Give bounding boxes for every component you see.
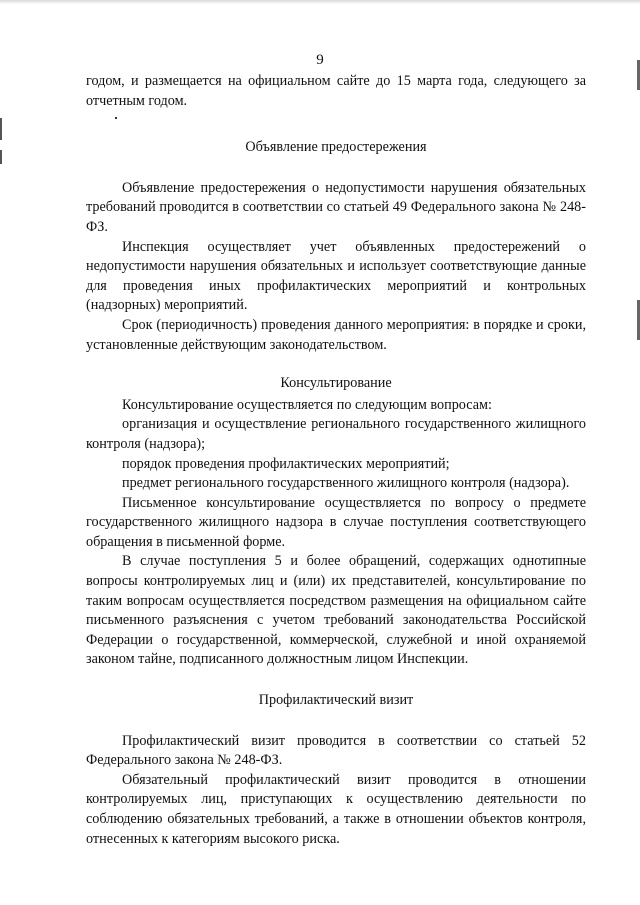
paragraph: Инспекция осуществляет учет объявленных предостережений о недопустимости нарушения обязательных и использует соответствующие данные для проведения иных профилактических мероприятий и контрольных (надзорных) мероприятий. [86, 238, 586, 314]
paragraph: Срок (периодичность) проведения данного мероприятия: в порядке и сроки, установленные действующим законодательством. [86, 316, 586, 353]
paragraph: Письменное консультирование осуществляется по вопросу о предмете государственного жилищного надзора в случае поступления соответствующего обращения в письменной форме. [86, 494, 586, 550]
scan-left-mark [0, 150, 2, 164]
paragraph: Консультирование осуществляется по следующим вопросам: [122, 396, 492, 413]
paragraph: Профилактический визит проводится в соответствии со статьей 52 Федерального закона № 248-ФЗ. [86, 732, 586, 769]
paragraph: предмет регионального государственного жилищного контроля (надзора). [122, 475, 570, 492]
section-heading-consulting: Консультирование [280, 375, 392, 392]
paragraph: порядок проведения профилактических мероприятий; [122, 455, 450, 472]
section-heading-warning: Объявление предостережения [245, 139, 427, 156]
section-heading-visit: Профилактический визит [258, 692, 414, 709]
continuation-paragraph: годом, и размещается на официальном сайте до 15 марта года, следующего за отчетным годом. [86, 73, 586, 109]
document-body [86, 72, 586, 849]
scan-top-edge [0, 0, 640, 4]
paragraph: организация и осуществление регионального государственного жилищного контроля (надзора); [86, 416, 586, 452]
page-number: 9 [316, 52, 324, 68]
paragraph: В случае поступления 5 и более обращений, содержащих однотипные вопросы контролируемых лиц и (или) их представителей, консультирование по таким вопросам осуществляется посредством размещения на официальном сайте письменного разъяснения с учетом требований законодательства Российской Федерации о государственной, коммерческой, служебной и иной охраняемой законом тайне, подписанного должностным лицом Инспекции. [86, 553, 586, 668]
paragraph: Обязательный профилактический визит проводится в отношении контролируемых лиц, приступающих к осуществлению деятельности по соблюдению обязательных требований, а также в отношении объектов контроля, отнесенных к категориям высокого риска. [86, 771, 586, 847]
paragraph: Объявление предостережения о недопустимости нарушения обязательных требований проводится в соответствии со статьей 49 Федерального закона № 248-ФЗ. [86, 179, 586, 235]
scan-left-mark [0, 118, 2, 140]
